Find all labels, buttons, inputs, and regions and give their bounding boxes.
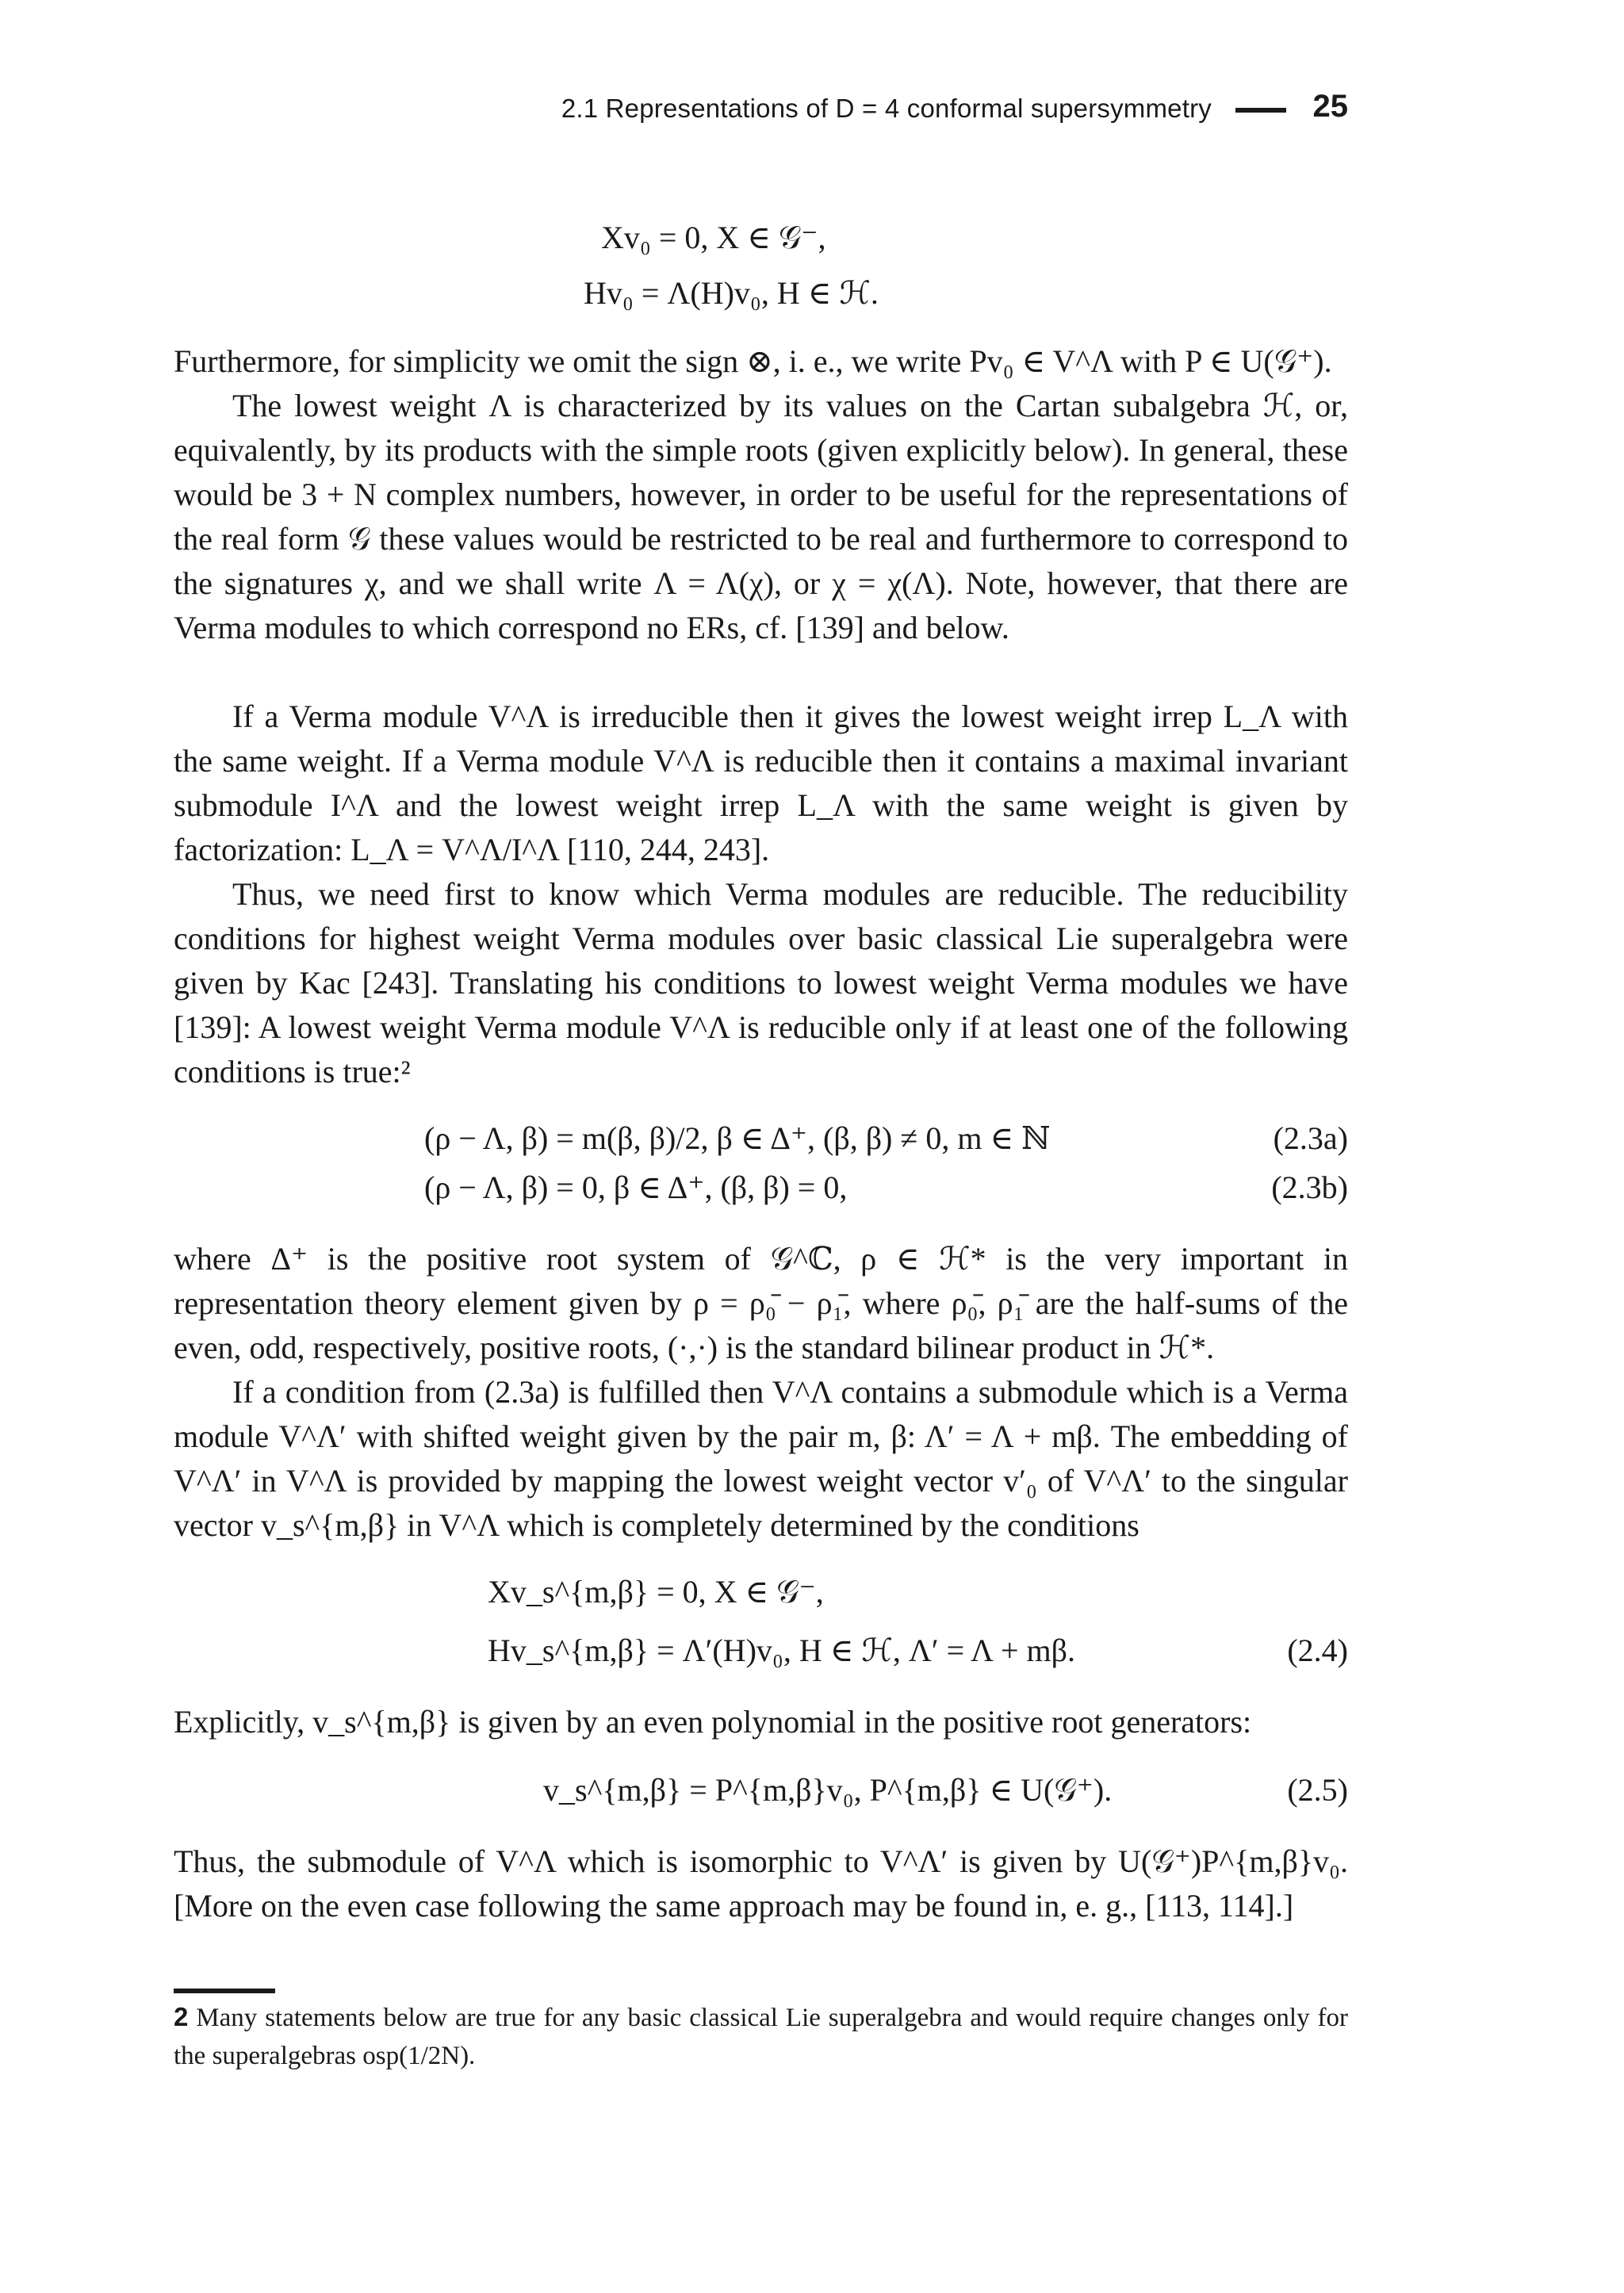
equation-2-5: v_s^{m,β} = P^{m,β}v₀, P^{m,β} ∈ U(𝒢⁺). [543,1772,1113,1808]
footnote-mark: 2 [174,2002,189,2031]
equation-number-2-3b: (2.3b) [1271,1169,1348,1205]
paragraph-8: Thus, the submodule of V^Λ which is isomorphic to V^Λ′ is given by U(𝒢⁺)P^{m,β}v₀. [More on the even case following the same approach may be found in, e. g., [113, 114].] [174,1843,1348,1924]
running-title: 2.1 Representations of D = 4 conformal supersymmetry [561,94,1212,123]
equation-top-line-2: Hv₀ = Λ(H)v₀, H ∈ ℋ. [584,275,879,311]
equation-number-2-4: (2.4) [1287,1633,1348,1668]
paragraph-5: where Δ⁺ is the positive root system of 𝒢^ℂ, ρ ∈ ℋ* is the very important in representation theory element given by ρ = ρ₀̄ − ρ₁̄, where ρ₀̄, ρ₁̄ are the half-sums of the even, odd, respectively, positive roots, (·,·) is the standard bilinear product in ℋ*. [174,1241,1348,1365]
equation-2-4-line-2: Hv_s^{m,β} = Λ′(H)v₀, H ∈ ℋ, Λ′ = Λ + mβ. [488,1633,1075,1668]
equation-2-3b: (ρ − Λ, β) = 0, β ∈ Δ⁺, (β, β) = 0, [424,1169,848,1205]
page-number: 25 [1312,89,1348,124]
paragraph-1: Furthermore, for simplicity we omit the sign ⊗, i. e., we write Pv₀ ∈ V^Λ with P ∈ U(𝒢⁺). [174,343,1332,379]
equation-top-line-1: Xv₀ = 0, X ∈ 𝒢⁻, [601,220,826,255]
footnote-rule [174,1989,275,1993]
footnote-text: Many statements below are true for any basic classical Lie superalgebra and would require changes only for the superalgebras osp(1/2N). [174,2004,1348,2070]
paragraph-6: If a condition from (2.3a) is fulfilled then V^Λ contains a submodule which is a Verma module V^Λ′ with shifted weight given by the pair m, β: Λ′ = Λ + mβ. The embedding of V^Λ′ in V^Λ is provided by mapping the lowest weight vector v′₀ of V^Λ′ to the singular vector v_s^{m,β} in V^Λ which is completely determined by the conditions [174,1374,1348,1543]
paragraph-3: If a Verma module V^Λ is irreducible then it gives the lowest weight irrep L_Λ with the same weight. If a Verma module V^Λ is reducible then it contains a maximal invariant submodule I^Λ and the lowest weight irrep L_Λ with the same weight is given by factorization: L_Λ = V^Λ/I^Λ [110, 244, 243]. [174,699,1348,867]
header-rule [1235,108,1286,113]
paragraph-7: Explicitly, v_s^{m,β} is given by an even polynomial in the positive root generators: [174,1704,1252,1740]
paragraph-4: Thus, we need first to know which Verma modules are reducible. The reducibility conditions for highest weight Verma modules over basic classical Lie superalgebra were given by Kac [243]. Translating his conditions to lowest weight Verma modules we have [139]: A lowest weight Verma module V^Λ is reducible only if at least one of the following conditions is true:² [174,876,1348,1089]
equation-2-3a: (ρ − Λ, β) = m(β, β)/2, β ∈ Δ⁺, (β, β) ≠ 0, m ∈ ℕ [424,1120,1051,1156]
footnote [174,1998,1348,2075]
equation-number-2-3a: (2.3a) [1273,1120,1348,1156]
running-header [0,89,1348,136]
paragraph-2: The lowest weight Λ is characterized by its values on the Cartan subalgebra ℋ, or, equivalently, by its products with the simple roots (given explicitly below). In general, these would be 3 + N complex numbers, however, in order to be useful for the representations of the real form 𝒢 these values would be restricted to be real and furthermore to correspond to the signatures χ, and we shall write Λ = Λ(χ), or χ = χ(Λ). Note, however, that there are Verma modules to which correspond no ERs, cf. [139] and below. [174,388,1348,645]
equation-number-2-5: (2.5) [1287,1772,1348,1808]
equation-2-4-line-1: Xv_s^{m,β} = 0, X ∈ 𝒢⁻, [488,1574,824,1610]
